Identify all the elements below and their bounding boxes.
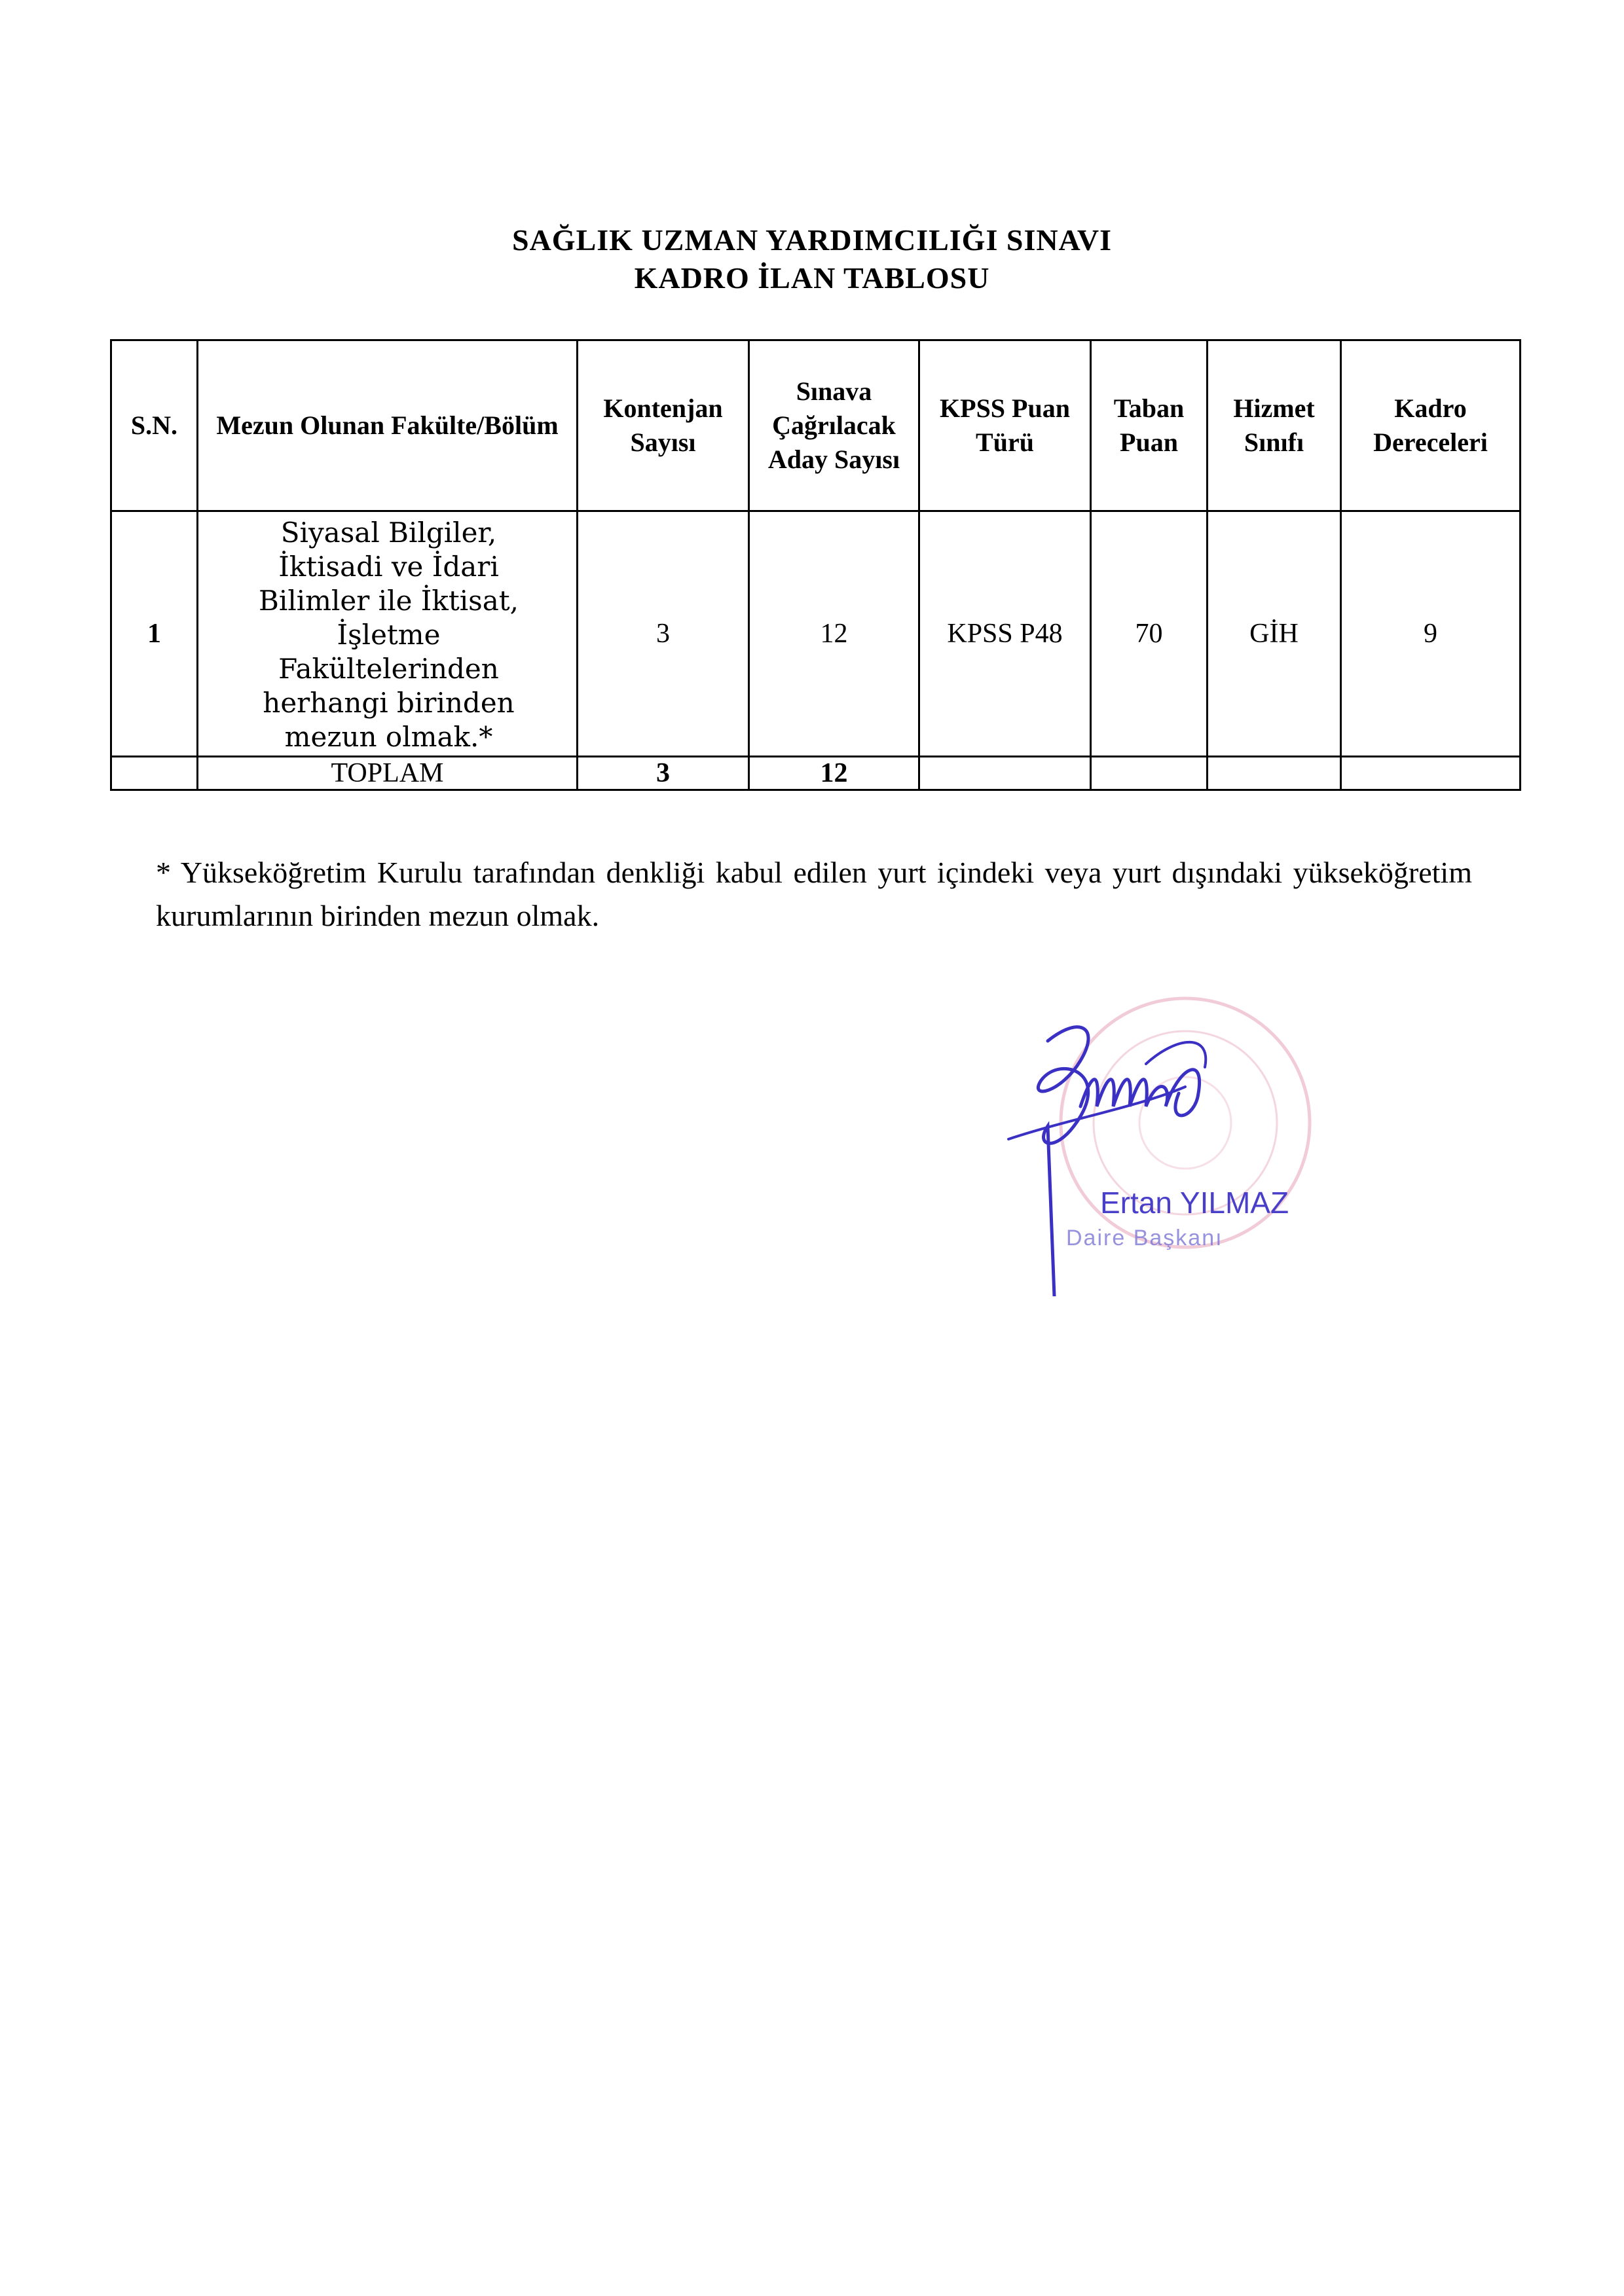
header-sn: S.N. [111, 340, 198, 511]
signatory-name: Ertan YILMAZ [1100, 1186, 1289, 1220]
header-aday: Sınava Çağrılacak Aday Sayısı [749, 340, 919, 511]
signatory-title: Daire Başkanı [1066, 1226, 1223, 1250]
faculty-line: mezun olmak.* [284, 721, 493, 753]
cell-kpss: KPSS P48 [919, 511, 1091, 757]
total-empty-cell [1341, 757, 1521, 790]
faculty-line: herhangi birinden [263, 687, 515, 719]
kadro-table [110, 339, 1521, 791]
cell-sn: 1 [111, 511, 198, 757]
header-faculty: Mezun Olunan Fakülte/Bölüm [198, 340, 578, 511]
total-aday: 12 [749, 757, 919, 790]
faculty-line: Fakültelerinden [278, 653, 499, 685]
header-kontenjan: Kontenjan Sayısı [578, 340, 749, 511]
signature-block [969, 989, 1336, 1296]
header-taban: Taban Puan [1091, 340, 1208, 511]
total-label: TOPLAM [198, 757, 578, 790]
header-hizmet: Hizmet Sınıfı [1208, 340, 1341, 511]
header-kpss: KPSS Puan Türü [919, 340, 1091, 511]
total-kontenjan: 3 [578, 757, 749, 790]
table-header-row [111, 340, 1521, 511]
total-empty-cell [1091, 757, 1208, 790]
header-derece: Kadro Dereceleri [1341, 340, 1521, 511]
table-row [111, 511, 1521, 757]
document-subtitle: KADRO İLAN TABLOSU [634, 261, 990, 295]
cell-derece: 9 [1341, 511, 1521, 757]
cell-hizmet: GİH [1208, 511, 1341, 757]
faculty-line: Bilimler ile İktisat, [259, 585, 519, 617]
cell-kontenjan: 3 [578, 511, 749, 757]
total-row [111, 757, 1521, 790]
faculty-line: Siyasal Bilgiler, [280, 517, 497, 549]
total-empty-cell [919, 757, 1091, 790]
faculty-line: İktisadi ve İdari [278, 551, 499, 583]
total-empty-cell [1208, 757, 1341, 790]
cell-aday: 12 [749, 511, 919, 757]
total-empty-cell [111, 757, 198, 790]
cell-taban: 70 [1091, 511, 1208, 757]
cell-faculty [198, 511, 578, 757]
footnote: * Yükseköğretim Kurulu tarafından denkliği kabul edilen yurt içindeki veya yurt dışındaki yükseköğretim kurumlarının birinden mezun olmak. [156, 856, 1472, 932]
faculty-line: İşletme [337, 619, 441, 651]
document-title: SAĞLIK UZMAN YARDIMCILIĞI SINAVI [512, 223, 1112, 257]
